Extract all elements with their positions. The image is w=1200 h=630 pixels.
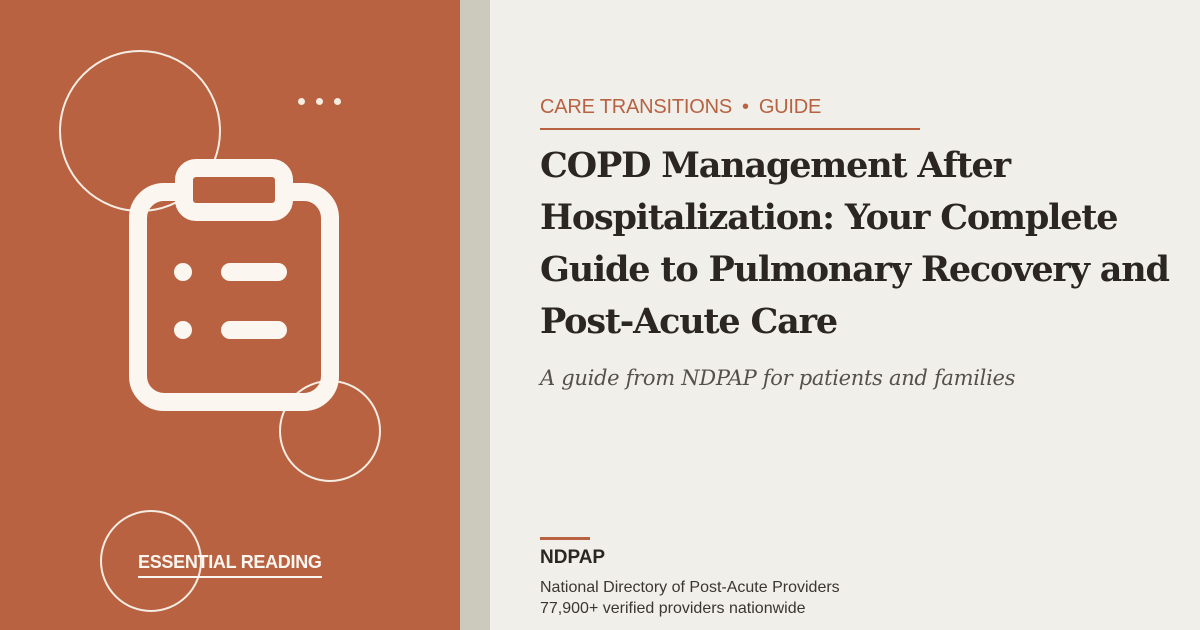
clipboard-list-icon — [118, 150, 350, 422]
category-label — [540, 96, 821, 119]
article-subtitle: A guide from NDPAP for patients and families — [540, 366, 1016, 390]
organization-accent-rule — [540, 537, 590, 540]
essential-reading-badge: ESSENTIAL READING — [138, 552, 322, 578]
more-dots-icon — [298, 98, 341, 105]
organization-full-name: National Directory of Post-Acute Providers — [540, 579, 840, 596]
article-title: COPD Management After Hospitalization: Your Complete Guide to Pulmonary Recovery and Post-Acute Care — [540, 145, 1169, 342]
organization-tagline: 77,900+ verified providers nationwide — [540, 600, 806, 617]
hero-panel — [0, 0, 460, 630]
category-separator: • — [742, 96, 749, 118]
organization-name: NDPAP — [540, 547, 606, 568]
divider-strip — [460, 0, 490, 630]
category-primary: CARE TRANSITIONS — [540, 96, 733, 118]
category-underline — [540, 128, 920, 130]
category-secondary: GUIDE — [758, 96, 822, 118]
